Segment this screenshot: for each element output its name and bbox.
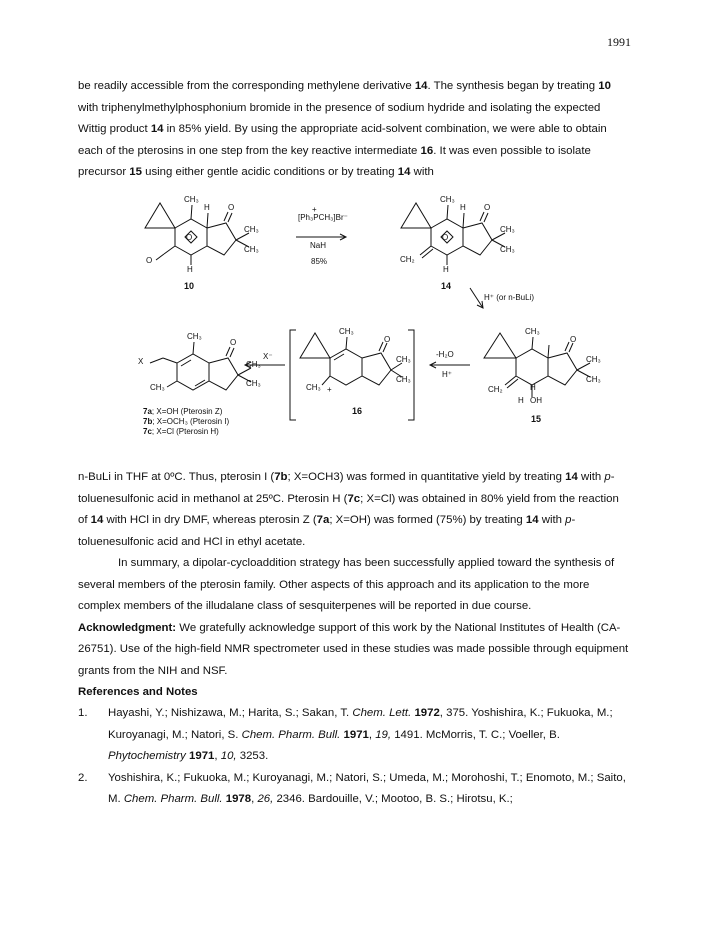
reagent-yield: 85% <box>311 257 328 266</box>
label-h: H <box>204 203 210 212</box>
label-ch3: CH₃ <box>396 375 411 384</box>
label-ch3: CH₃ <box>244 245 259 254</box>
references-heading: References and Notes <box>78 686 198 698</box>
acknowledgment: Acknowledgment: We gratefully acknowledge support of this work by the National Institutes of Health (CA-26751). Use of the high-field NMR spectrometer used in these studies was made possible through equipment grants from the NIH and NSF. <box>78 621 629 677</box>
reagent-hplus: H⁺ <box>442 370 452 379</box>
page-number: 1991 <box>607 35 631 49</box>
label-ch3: CH₃ <box>184 195 199 204</box>
label-ch3: CH₃ <box>246 379 261 388</box>
label-ch2: CH₂ <box>488 385 503 394</box>
structure-10 <box>145 203 249 265</box>
references-list <box>78 703 630 811</box>
compound-label-14: 14 <box>441 281 452 291</box>
label-o: O <box>484 203 491 212</box>
acknowledgment-label: Acknowledgment: <box>78 621 177 634</box>
label-ch3: CH₃ <box>339 327 354 336</box>
label-ch3: CH₃ <box>586 355 601 364</box>
label-h: H <box>460 203 466 212</box>
legend-item: 7c; X=Cl (Pterosin H) <box>143 427 219 436</box>
reagent-dehydration: -H₂O <box>436 350 454 359</box>
label-ch3: CH₃ <box>500 245 515 254</box>
reagent-nah: NaH <box>310 241 327 250</box>
results-paragraph: n-BuLi in THF at 0ºC. Thus, pterosin I (7b; X=OCH3) was formed in quantitative yield by treating 14 with p-toluenesulfonic acid in methanol at 25ºC. Pterosin H (7c; X=Cl) was obtained in 80% yield from the reaction of 14 with HCl in dry DMF, whereas pterosin Z (7a; X=OH) was formed (75%) by treating 14 with p-toluenesulfonic acid and HCl in ethyl acetate. In summary, a dipolar-cycloaddition strategy has been successfully applied toward the synthesis of several members of the pterosin family. Other aspects of this approach and its application to the more complex members of the illudalane class of sesquiterpenes will be reported in due course. Acknowledgment: We gratefully acknowledge support of this work by the National Institutes of Health (CA-26751). Use of the high-field NMR spectrometer used in these studies was made possible through equipment grants from the NIH and NSF. References and Notes <box>78 467 630 704</box>
intro-paragraph: be readily accessible from the corresponding methylene derivative 14. The synthesis began by treating 10 with triphenylmethylphosphonium bromide in the presence of sodium hydride and isolating the expected Wittig product 14 in 85% yield. By using the appropriate acid-solvent combination, we were able to obtain each of the pterosins in one step from the key reactive intermediate 16. It was even possible to isolate precursor 15 using either gentle acidic conditions or by treating 14 with <box>78 80 611 178</box>
legend-item: 7b; X=OCH₃ (Pterosin I) <box>143 417 230 426</box>
label-x-minus: X⁻ <box>263 352 273 361</box>
label-ch3: CH₃ <box>440 195 455 204</box>
reaction-scheme <box>0 195 701 465</box>
compound-label-16: 16 <box>352 406 363 416</box>
label-h: H <box>187 265 193 274</box>
label-plus: + <box>312 205 317 214</box>
label-o: O <box>230 338 237 347</box>
label-x: X <box>138 357 144 366</box>
label-plus: + <box>327 385 332 394</box>
label-ch3: CH₃ <box>244 225 259 234</box>
label-ch3: CH₃ <box>246 360 261 369</box>
label-ch2: CH₂ <box>400 255 415 264</box>
legend-item: 7a; X=OH (Pterosin Z) <box>143 407 223 416</box>
label-h: H <box>530 383 536 392</box>
label-o: O <box>186 233 193 242</box>
reagent-acid: H⁺ (or n-BuLi) <box>484 293 535 302</box>
label-o: O <box>228 203 235 212</box>
structure-14 <box>401 203 505 265</box>
label-oh: OH <box>530 396 542 405</box>
label-o: O <box>570 335 577 344</box>
label-ch3: CH₃ <box>586 375 601 384</box>
reference-item: 2. Yoshishira, K.; Fukuoka, M.; Kuroyanagi, M.; Natori, S.; Umeda, M.; Morohoshi, T.; Enomoto, M.; Saito, M. Chem. Pharm. Bull. 1978, 26, 2346. Bardouille, V.; Mootoo, B. S.; Hirotsu, K.; <box>78 771 626 805</box>
label-h: H <box>443 265 449 274</box>
reagent-wittig: [Ph₃PCH₃]Br⁻ <box>298 213 348 222</box>
label-o: O <box>442 233 449 242</box>
pterosin-legend <box>143 407 229 437</box>
label-ch3: CH₃ <box>525 327 540 336</box>
label-o: O <box>146 256 153 265</box>
compound-label-10: 10 <box>184 281 195 291</box>
summary-paragraph: In summary, a dipolar-cycloaddition strategy has been successfully applied toward the synthesis of several members of the pterosin family. Other aspects of this approach and its application to the more complex members of the illudalane class of sesquiterpenes will be reported in due course. <box>78 557 615 612</box>
label-ch3: CH₃ <box>306 383 321 392</box>
reference-item: 1. Hayashi, Y.; Nishizawa, M.; Harita, S.; Sakan, T. Chem. Lett. 1972, 375. Yoshishira, K.; Fukuoka, M.; Kuroyanagi, M.; Natori, S. Chem. Pharm. Bull. 1971, 19, 1491. McMorris, T. C.; Voeller, B. Phytochemistry 1971, 10, 3253. <box>78 707 613 762</box>
label-ch3: CH₃ <box>150 383 165 392</box>
label-ch3: CH₃ <box>500 225 515 234</box>
label-ch3: CH₃ <box>187 332 202 341</box>
structure-7 <box>150 342 251 390</box>
label-ch3: CH₃ <box>396 355 411 364</box>
label-h: H <box>518 396 524 405</box>
label-o: O <box>384 335 391 344</box>
compound-label-15: 15 <box>531 414 542 424</box>
